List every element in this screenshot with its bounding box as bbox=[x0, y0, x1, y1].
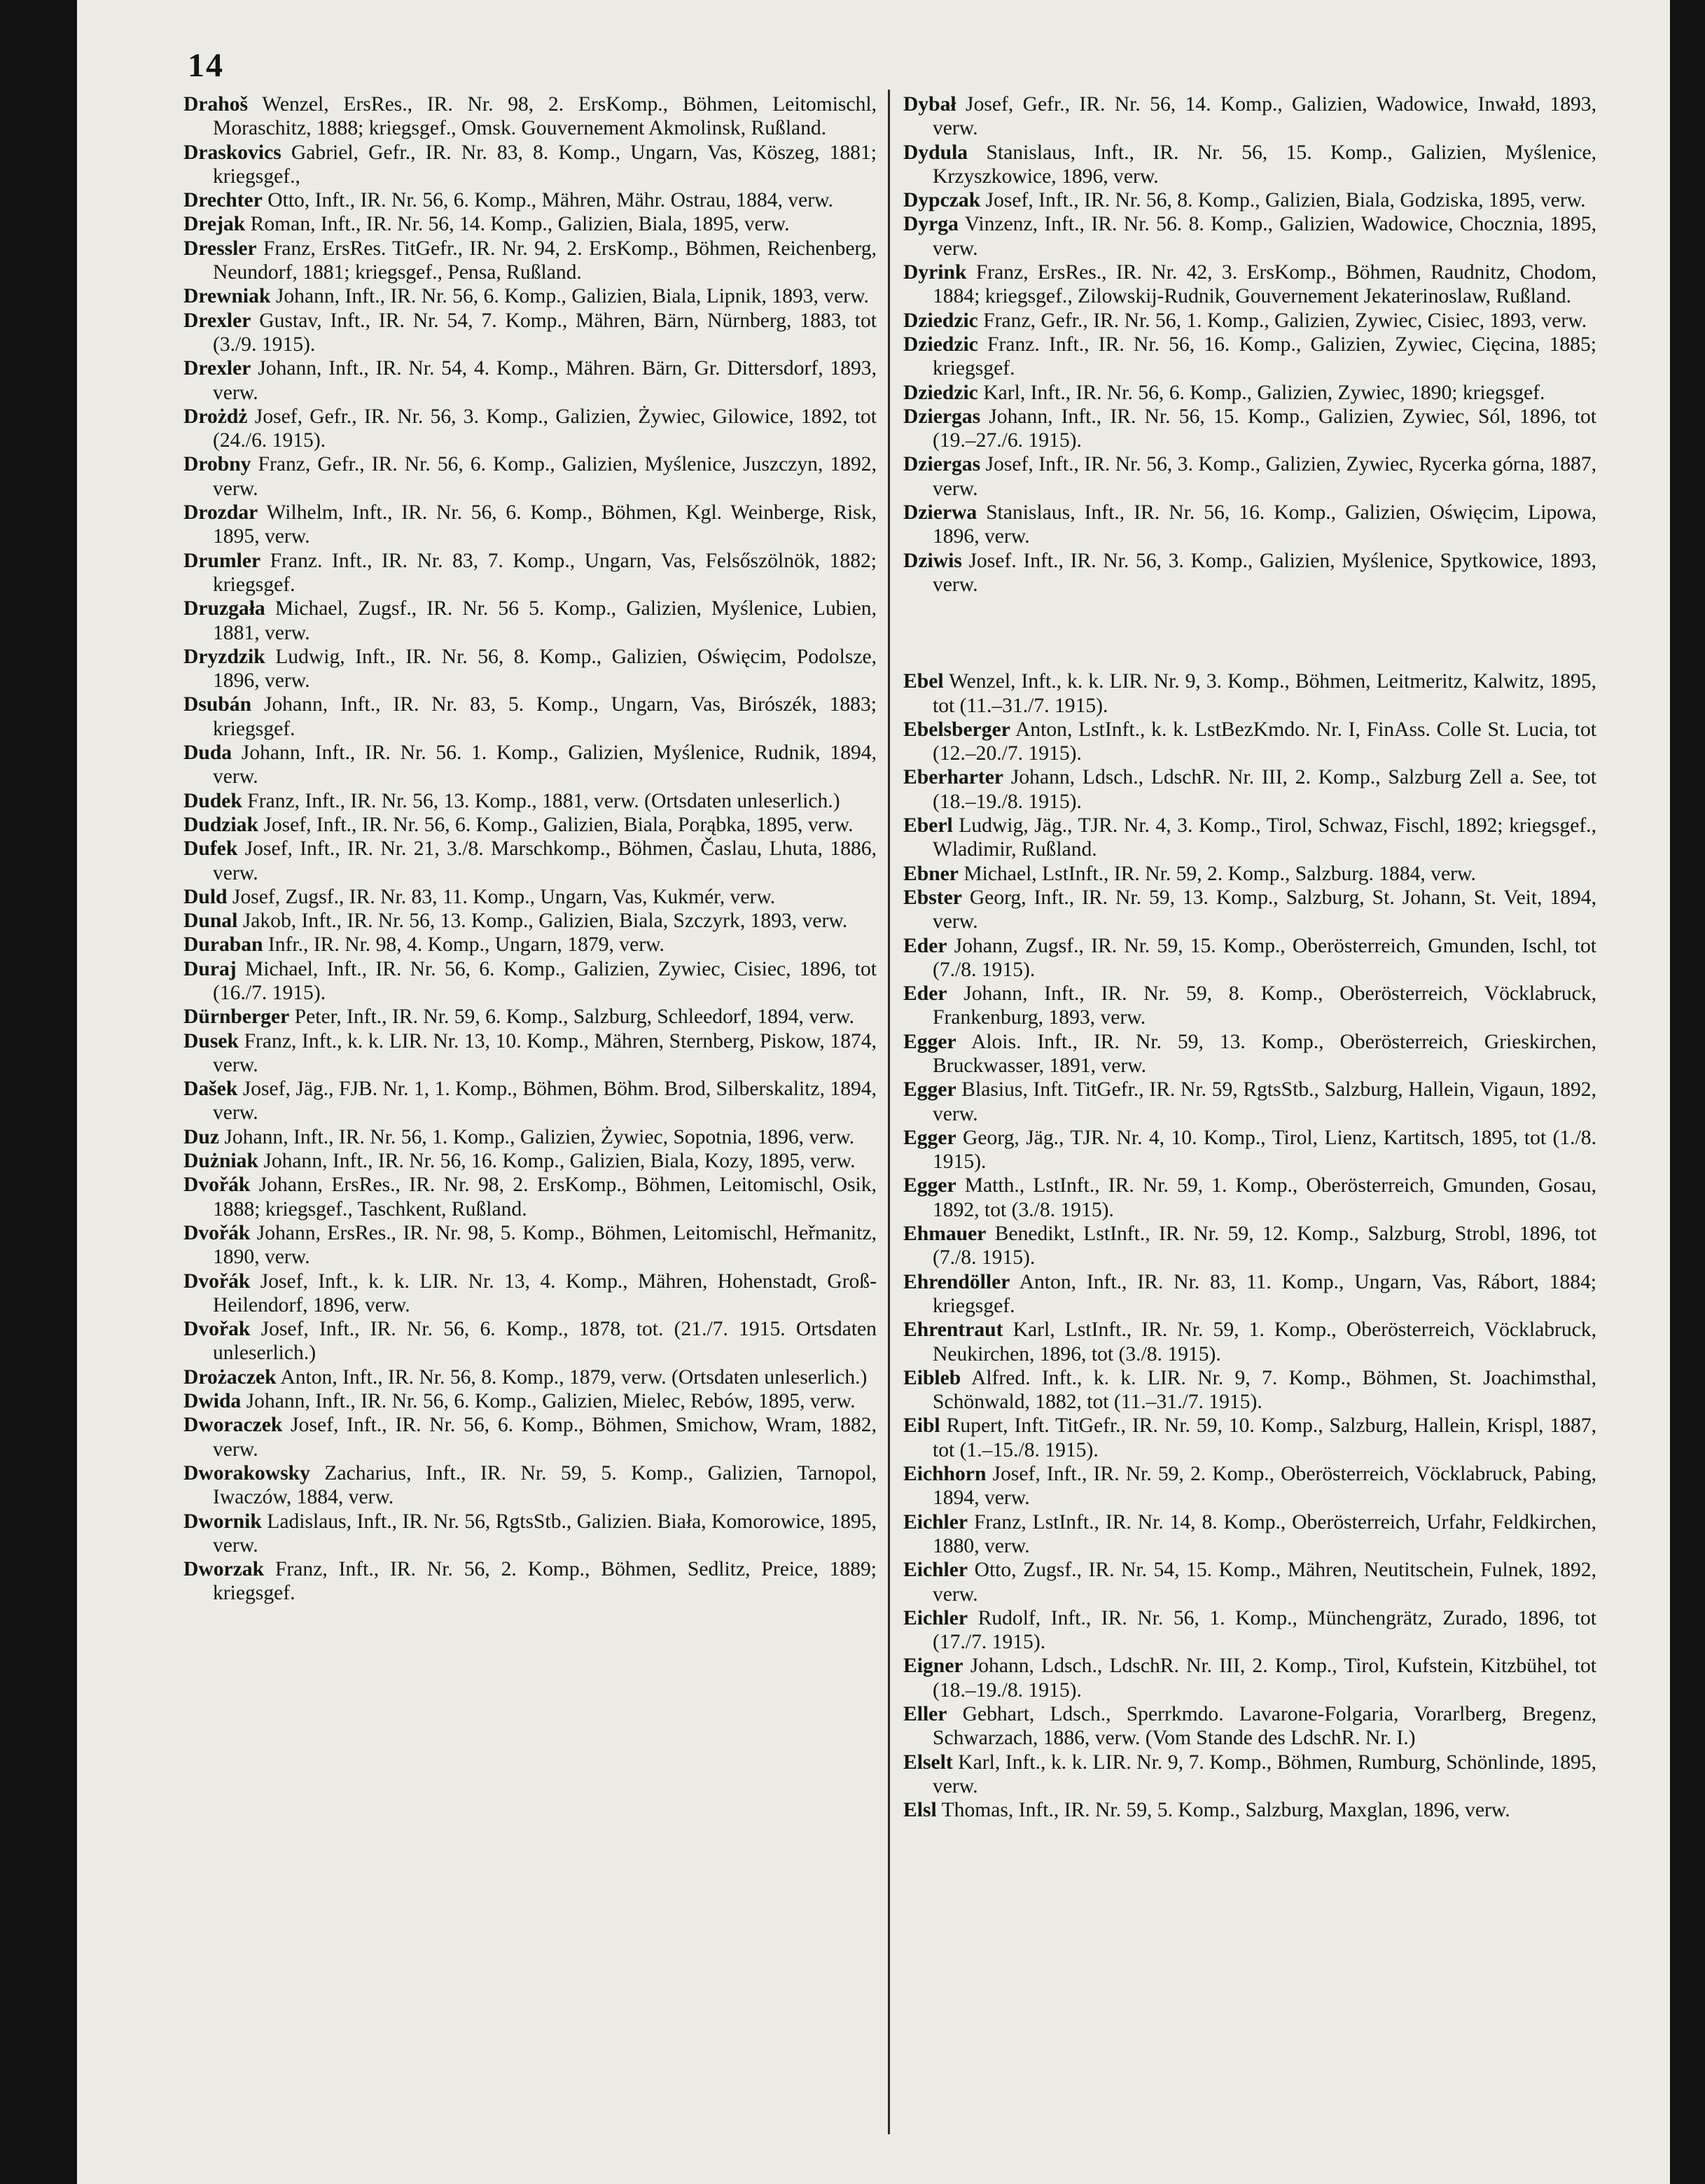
entry-surname: Dressler bbox=[183, 237, 257, 260]
entry-details: Roman, Inft., IR. Nr. 56, 14. Komp., Galizien, Biala, 1895, verw. bbox=[250, 213, 790, 236]
entry-details: Josef, Inft., IR. Nr. 59, 2. Komp., Oberösterreich, Vöcklabruck, Pabing, 1894, verw. bbox=[933, 1463, 1596, 1510]
entry-details: Johann, Inft., IR. Nr. 56, 6. Komp., Galizien, Mielec, Rebów, 1895, verw. bbox=[246, 1390, 856, 1413]
entry-surname: Dyrink bbox=[903, 261, 967, 284]
entry-details: Johann, Inft., IR. Nr. 56, 16. Komp., Galizien, Biala, Kozy, 1895, verw. bbox=[263, 1150, 856, 1173]
casualty-entry bbox=[183, 1270, 877, 1318]
entry-details: Josef, Inft., IR. Nr. 56, 8. Komp., Galizien, Biala, Godziska, 1895, verw. bbox=[985, 189, 1586, 212]
right-column bbox=[903, 92, 1596, 1822]
casualty-entry bbox=[183, 237, 877, 285]
entry-details: Anton, Inft., IR. Nr. 56, 8. Komp., 1879, verw. (Ortsdaten unleserlich.) bbox=[280, 1365, 868, 1389]
entry-surname: Ehrentraut bbox=[903, 1319, 1003, 1342]
entry-details: Michael, Zugsf., IR. Nr. 56 5. Komp., Galizien, Myślenice, Lubien, 1881, verw. bbox=[213, 597, 877, 644]
scan-edge-left bbox=[0, 0, 77, 2184]
casualty-entry bbox=[183, 501, 877, 549]
section-d-entries bbox=[903, 92, 1596, 597]
entry-surname: Drechter bbox=[183, 189, 263, 212]
entry-details: Jakob, Inft., IR. Nr. 56, 13. Komp., Galizien, Biala, Szczyrk, 1893, verw. bbox=[242, 910, 848, 933]
entry-surname: Draskovics bbox=[183, 141, 281, 164]
casualty-entry bbox=[183, 405, 877, 453]
casualty-entry bbox=[183, 1317, 877, 1365]
entry-details: Karl, Inft., k. k. LIR. Nr. 9, 7. Komp., Böhmen, Rumburg, Schönlinde, 1895, verw. bbox=[933, 1751, 1596, 1797]
entry-surname: Duraj bbox=[183, 957, 237, 980]
entry-details: Vinzenz, Inft., IR. Nr. 56. 8. Komp., Galizien, Wadowice, Chocznia, 1895, verw. bbox=[933, 213, 1596, 260]
entry-surname: Egger bbox=[903, 1174, 956, 1197]
entry-details: Gebhart, Ldsch., Sperrkmdo. Lavarone-Folgaria, Vorarlberg, Bregenz, Schwarzach, 1886, verw. (Vom Stande des LdschR. Nr. I.) bbox=[933, 1703, 1596, 1750]
entry-details: Otto, Zugsf., IR. Nr. 54, 15. Komp., Mähren, Neutitschein, Fulnek, 1892, verw. bbox=[933, 1559, 1596, 1606]
entry-details: Blasius, Inft. TitGefr., IR. Nr. 59, RgtsStb., Salzburg, Hallein, Vigaun, 1892, verw. bbox=[933, 1078, 1596, 1125]
entry-surname: Dunal bbox=[183, 910, 238, 933]
entry-details: Anton, Inft., IR. Nr. 83, 11. Komp., Ungarn, Vas, Rábort, 1884; kriegsgef. bbox=[933, 1270, 1597, 1317]
entry-details: Josef, Gefr., IR. Nr. 56, 14. Komp., Galizien, Wadowice, Inwałd, 1893, verw. bbox=[933, 93, 1596, 140]
entry-details: Franz, Gefr., IR. Nr. 56, 6. Komp., Galizien, Myślenice, Juszczyn, 1892, verw. bbox=[213, 453, 877, 500]
casualty-entry bbox=[183, 909, 877, 933]
entry-details: Benedikt, LstInft., IR. Nr. 59, 12. Komp., Salzburg, Strobl, 1896, tot (7./8. 1915). bbox=[933, 1223, 1596, 1270]
casualty-entry bbox=[183, 356, 877, 405]
entry-surname: Dašek bbox=[183, 1078, 238, 1101]
entry-surname: Dziedzic bbox=[903, 381, 978, 404]
casualty-entry bbox=[903, 452, 1596, 501]
page-number: 14 bbox=[188, 47, 224, 84]
entry-surname: Dvořák bbox=[183, 1174, 251, 1197]
casualty-entry bbox=[183, 1413, 877, 1461]
entry-surname: Eichler bbox=[903, 1559, 968, 1582]
entry-details: Gustav, Inft., IR. Nr. 54, 7. Komp., Mähren, Bärn, Nürnberg, 1883, tot (3./9. 1915). bbox=[213, 309, 877, 356]
entry-details: Josef. Inft., IR. Nr. 56, 3. Komp., Galizien, Myślenice, Spytkowice, 1893, verw. bbox=[933, 549, 1596, 596]
entry-details: Ludwig, Jäg., TJR. Nr. 4, 3. Komp., Tirol, Schwaz, Fischl, 1892; kriegsgef., Wladimir, Rußland. bbox=[933, 814, 1596, 861]
entry-surname: Dvořak bbox=[183, 1318, 251, 1341]
entry-surname: Dzierwa bbox=[903, 501, 977, 524]
entry-surname: Dusek bbox=[183, 1029, 239, 1052]
casualty-entry bbox=[903, 1414, 1596, 1462]
casualty-entry bbox=[903, 814, 1596, 862]
entry-details: Johann, Inft., IR. Nr. 56, 15. Komp., Galizien, Zywiec, Sól, 1896, tot (19.–27./6. 1915). bbox=[933, 405, 1596, 452]
entry-details: Wilhelm, Inft., IR. Nr. 56, 6. Komp., Böhmen, Kgl. Weinberge, Risk, 1895, verw. bbox=[213, 501, 877, 548]
entry-details: Johann, ErsRes., IR. Nr. 98, 5. Komp., Böhmen, Leitomischl, Heřmanitz, 1890, verw. bbox=[213, 1221, 877, 1269]
entry-details: Michael, Inft., IR. Nr. 56, 6. Komp., Galizien, Zywiec, Cisiec, 1896, tot (16./7. 1915). bbox=[213, 957, 877, 1004]
casualty-entry bbox=[903, 549, 1596, 597]
entry-surname: Duda bbox=[183, 742, 232, 765]
column-divider bbox=[888, 90, 890, 2134]
casualty-entry bbox=[183, 1389, 877, 1413]
casualty-entry bbox=[903, 212, 1596, 260]
entry-surname: Dudziak bbox=[183, 813, 258, 836]
entry-surname: Dziergas bbox=[903, 405, 981, 428]
entry-surname: Drewniak bbox=[183, 285, 271, 308]
casualty-entry bbox=[903, 1222, 1596, 1270]
entry-surname: Dürnberger bbox=[183, 1006, 290, 1029]
casualty-entry bbox=[903, 1462, 1596, 1510]
entry-details: Rupert, Inft. TitGefr., IR. Nr. 59, 10. Komp., Salzburg, Hallein, Krispl, 1887, tot (1.–15./8. 1915). bbox=[933, 1414, 1597, 1461]
casualty-entry bbox=[183, 1149, 877, 1173]
casualty-entry bbox=[183, 212, 877, 236]
casualty-entry bbox=[183, 188, 877, 212]
entry-surname: Dryzdzik bbox=[183, 645, 265, 668]
casualty-entry bbox=[183, 1221, 877, 1270]
entry-details: Thomas, Inft., IR. Nr. 59, 5. Komp., Salzburg, Maxglan, 1896, verw. bbox=[941, 1799, 1510, 1822]
scan-edge-right bbox=[1670, 0, 1705, 2184]
entry-details: Wenzel, Inft., k. k. LIR. Nr. 9, 3. Komp., Böhmen, Leitmeritz, Kalwitz, 1895, tot (11.–31./7. 1915). bbox=[933, 670, 1596, 717]
left-column bbox=[183, 92, 877, 1606]
entry-surname: Ebel bbox=[903, 670, 944, 693]
entry-details: Johann, Inft., IR. Nr. 59, 8. Komp., Oberösterreich, Vöcklabruck, Frankenburg, 1893, verw. bbox=[933, 982, 1596, 1029]
entry-details: Franz, Inft., IR. Nr. 56, 2. Komp., Böhmen, Sedlitz, Preice, 1889; kriegsgef. bbox=[213, 1558, 877, 1605]
entry-details: Georg, Inft., IR. Nr. 59, 13. Komp., Salzburg, St. Johann, St. Veit, 1894, verw. bbox=[933, 886, 1596, 933]
casualty-entry bbox=[183, 1173, 877, 1221]
entry-surname: Egger bbox=[903, 1078, 956, 1101]
entry-details: Peter, Inft., IR. Nr. 59, 6. Komp., Salzburg, Schleedorf, 1894, verw. bbox=[294, 1006, 854, 1029]
entry-surname: Drejak bbox=[183, 213, 246, 236]
entry-surname: Dwornik bbox=[183, 1510, 262, 1533]
entry-surname: Eberl bbox=[903, 814, 953, 837]
casualty-entry bbox=[903, 333, 1596, 381]
entry-surname: Ebelsberger bbox=[903, 718, 1010, 741]
casualty-entry bbox=[903, 669, 1596, 718]
casualty-entry bbox=[183, 1365, 877, 1389]
entry-surname: Ehmauer bbox=[903, 1223, 987, 1246]
entry-details: Zacharius, Inft., IR. Nr. 59, 5. Komp., Galizien, Tarnopol, Iwaczów, 1884, verw. bbox=[213, 1461, 877, 1509]
casualty-entry bbox=[903, 1126, 1596, 1174]
entry-surname: Dwida bbox=[183, 1390, 242, 1413]
casualty-entry bbox=[903, 1366, 1596, 1414]
casualty-entry bbox=[183, 813, 877, 837]
entry-details: Johann, Ldsch., LdschR. Nr. III, 2. Komp., Tirol, Kufstein, Kitzbühel, tot (18.–19./8. 1915). bbox=[933, 1655, 1596, 1702]
casualty-entry bbox=[183, 284, 877, 308]
casualty-entry bbox=[183, 1510, 877, 1558]
casualty-entry bbox=[183, 837, 877, 885]
entry-surname: Dużniak bbox=[183, 1150, 258, 1173]
casualty-entry bbox=[903, 934, 1596, 982]
casualty-entry bbox=[183, 92, 877, 141]
casualty-entry bbox=[183, 1125, 877, 1149]
entry-surname: Duraban bbox=[183, 933, 263, 957]
casualty-entry bbox=[183, 693, 877, 741]
entry-details: Josef, Inft., IR. Nr. 56, 6. Komp., Galizien, Biala, Porąbka, 1895, verw. bbox=[263, 813, 854, 836]
casualty-entry bbox=[183, 1029, 877, 1078]
entry-surname: Eichler bbox=[903, 1510, 968, 1533]
casualty-entry bbox=[183, 597, 877, 645]
entry-details: Johann, ErsRes., IR. Nr. 98, 2. ErsKomp., Böhmen, Leitomischl, Osik, 1888; kriegsgef., Taschkent, Rußland. bbox=[213, 1174, 877, 1220]
casualty-entry bbox=[903, 405, 1596, 453]
entry-surname: Eichler bbox=[903, 1606, 968, 1629]
casualty-entry bbox=[183, 1077, 877, 1125]
casualty-entry bbox=[903, 501, 1596, 549]
entry-surname: Ebner bbox=[903, 862, 959, 885]
casualty-entry bbox=[903, 260, 1596, 309]
entry-surname: Druzgała bbox=[183, 597, 265, 620]
casualty-entry bbox=[903, 982, 1596, 1030]
casualty-entry bbox=[183, 645, 877, 693]
section-e-entries bbox=[903, 669, 1596, 1822]
entry-surname: Elsl bbox=[903, 1799, 937, 1822]
entry-surname: Duld bbox=[183, 885, 228, 908]
entry-surname: Dworakowsky bbox=[183, 1461, 310, 1484]
entry-surname: Dydula bbox=[903, 141, 968, 164]
casualty-entry bbox=[183, 309, 877, 357]
entry-details: Franz. Inft., IR. Nr. 83, 7. Komp., Ungarn, Vas, Felsőszölnök, 1882; kriegsgef. bbox=[213, 549, 877, 596]
casualty-entry bbox=[903, 1030, 1596, 1078]
casualty-entry bbox=[183, 1461, 877, 1510]
casualty-entry bbox=[183, 957, 877, 1006]
entry-details: Franz, Inft., k. k. LIR. Nr. 13, 10. Komp., Mähren, Sternberg, Piskow, 1874, verw. bbox=[213, 1029, 877, 1076]
entry-details: Johann, Inft., IR. Nr. 83, 5. Komp., Ungarn, Vas, Birószék, 1883; kriegsgef. bbox=[213, 693, 877, 740]
entry-details: Stanislaus, Inft., IR. Nr. 56, 16. Komp., Galizien, Oświęcim, Lipowa, 1896, verw. bbox=[933, 501, 1596, 548]
casualty-entry bbox=[903, 1174, 1596, 1222]
entry-surname: Eberharter bbox=[903, 766, 1003, 789]
entry-surname: Ebster bbox=[903, 886, 962, 909]
casualty-entry bbox=[903, 1702, 1596, 1751]
entry-details: Johann, Zugsf., IR. Nr. 59, 15. Komp., Oberösterreich, Gmunden, Ischl, tot (7./8. 1915). bbox=[933, 934, 1596, 981]
entry-surname: Drożaczek bbox=[183, 1365, 277, 1389]
entry-details: Stanislaus, Inft., IR. Nr. 56, 15. Komp., Galizien, Myślenice, Krzyszkowice, 1896, verw. bbox=[933, 141, 1596, 188]
casualty-entry bbox=[903, 1270, 1596, 1319]
casualty-entry bbox=[903, 188, 1596, 212]
entry-details: Matth., LstInft., IR. Nr. 59, 1. Komp., Oberösterreich, Gmunden, Gosau, 1892, tot (3./8. 1915). bbox=[933, 1174, 1596, 1221]
entry-details: Josef, Inft., IR. Nr. 21, 3./8. Marschkomp., Böhmen, Časlau, Lhuta, 1886, verw. bbox=[213, 837, 877, 884]
entry-surname: Eibleb bbox=[903, 1366, 961, 1389]
entry-details: Karl, Inft., IR. Nr. 56, 6. Komp., Galizien, Zywiec, 1890; kriegsgef. bbox=[983, 381, 1545, 404]
entry-surname: Ehrendöller bbox=[903, 1270, 1010, 1293]
entry-details: Georg, Jäg., TJR. Nr. 4, 10. Komp., Tirol, Lienz, Kartitsch, 1895, tot (1./8. 1915). bbox=[933, 1126, 1596, 1174]
entry-surname: Drożdż bbox=[183, 405, 248, 428]
entry-surname: Dufek bbox=[183, 837, 238, 861]
entry-details: Infr., IR. Nr. 98, 4. Komp., Ungarn, 1879, verw. bbox=[267, 933, 664, 957]
casualty-entry bbox=[903, 1558, 1596, 1606]
entry-details: Otto, Inft., IR. Nr. 56, 6. Komp., Mähren, Mähr. Ostrau, 1884, verw. bbox=[267, 189, 833, 212]
entry-details: Franz, LstInft., IR. Nr. 14, 8. Komp., Oberösterreich, Urfahr, Feldkirchen, 1880, verw. bbox=[933, 1510, 1597, 1557]
entry-surname: Dworzak bbox=[183, 1558, 265, 1581]
casualty-entry bbox=[183, 549, 877, 597]
entry-surname: Eller bbox=[903, 1703, 947, 1725]
entry-details: Johann, Inft., IR. Nr. 56, 1. Komp., Galizien, Żywiec, Sopotnia, 1896, verw. bbox=[224, 1125, 855, 1148]
casualty-entry bbox=[903, 765, 1596, 814]
entry-surname: Dvořák bbox=[183, 1221, 251, 1244]
casualty-entry bbox=[183, 1005, 877, 1029]
entry-surname: Elselt bbox=[903, 1751, 953, 1774]
entry-surname: Drozdar bbox=[183, 501, 258, 524]
entry-details: Josef, Gefr., IR. Nr. 56, 3. Komp., Galizien, Żywiec, Gilowice, 1892, tot (24./6. 1915). bbox=[213, 405, 877, 452]
entry-details: Michael, LstInft., IR. Nr. 59, 2. Komp., Salzburg. 1884, verw. bbox=[963, 862, 1476, 885]
entry-surname: Dvořák bbox=[183, 1270, 251, 1293]
entry-details: Johann, Inft., IR. Nr. 56. 1. Komp., Galizien, Myślenice, Rudnik, 1894, verw. bbox=[213, 742, 877, 788]
entry-details: Johann, Inft., IR. Nr. 56, 6. Komp., Galizien, Biala, Lipnik, 1893, verw. bbox=[275, 285, 869, 308]
casualty-entry bbox=[183, 885, 877, 909]
entry-surname: Dziwis bbox=[903, 549, 962, 572]
entry-details: Franz, Inft., IR. Nr. 56, 13. Komp., 1881, verw. (Ortsdaten unleserlich.) bbox=[247, 789, 840, 812]
section-gap bbox=[903, 597, 1596, 669]
entry-surname: Dyrga bbox=[903, 213, 959, 236]
casualty-entry bbox=[183, 141, 877, 189]
entry-surname: Eigner bbox=[903, 1655, 963, 1678]
entry-surname: Egger bbox=[903, 1030, 956, 1053]
entry-details: Karl, LstInft., IR. Nr. 59, 1. Komp., Oberösterreich, Vöcklabruck, Neukirchen, 1896, tot (3./8. 1915). bbox=[933, 1319, 1596, 1365]
entry-details: Rudolf, Inft., IR. Nr. 56, 1. Komp., Münchengrätz, Zurado, 1896, tot (17./7. 1915). bbox=[933, 1606, 1596, 1654]
entry-details: Anton, LstInft., k. k. LstBezKmdo. Nr. I, FinAss. Colle St. Lucia, tot (12.–20./7. 1915). bbox=[933, 718, 1596, 765]
entry-details: Josef, Inft., IR. Nr. 56, 6. Komp., Böhmen, Smichow, Wram, 1882, verw. bbox=[213, 1414, 877, 1461]
entry-details: Ludwig, Inft., IR. Nr. 56, 8. Komp., Galizien, Oświęcim, Podolsze, 1896, verw. bbox=[213, 645, 877, 693]
casualty-entry bbox=[903, 1606, 1596, 1655]
casualty-entry bbox=[903, 1798, 1596, 1822]
entry-surname: Dziedzic bbox=[903, 309, 978, 332]
casualty-entry bbox=[903, 862, 1596, 886]
entry-surname: Egger bbox=[903, 1126, 956, 1149]
casualty-entry bbox=[903, 1078, 1596, 1126]
entry-details: Alfred. Inft., k. k. LIR. Nr. 9, 7. Komp., Böhmen, St. Joachimsthal, Schönwald, 1882, tot (11.–31./7. 1915). bbox=[933, 1366, 1597, 1414]
casualty-entry bbox=[903, 381, 1596, 405]
entry-details: Josef, Inft., IR. Nr. 56, 6. Komp., 1878, tot. (21./7. 1915. Ortsdaten unleserlich.) bbox=[213, 1318, 877, 1365]
entry-details: Franz. Inft., IR. Nr. 56, 16. Komp., Galizien, Zywiec, Cięcina, 1885; kriegsgef. bbox=[933, 333, 1596, 380]
entry-surname: Dziergas bbox=[903, 453, 981, 476]
casualty-entry bbox=[903, 1751, 1596, 1799]
casualty-entry bbox=[903, 718, 1596, 766]
entry-details: Franz, ErsRes. TitGefr., IR. Nr. 94, 2. ErsKomp., Böhmen, Reichenberg, Neundorf, 1881; kriegsgef., Pensa, Rußland. bbox=[213, 237, 877, 284]
entry-details: Ladislaus, Inft., IR. Nr. 56, RgtsStb., Galizien. Biała, Komorowice, 1895, verw. bbox=[213, 1510, 877, 1557]
entry-surname: Dziedzic bbox=[903, 333, 978, 356]
entry-details: Alois. Inft., IR. Nr. 59, 13. Komp., Oberösterreich, Grieskirchen, Bruckwasser, 1891, verw. bbox=[933, 1030, 1596, 1077]
entry-surname: Duz bbox=[183, 1125, 219, 1148]
casualty-entry bbox=[903, 1318, 1596, 1366]
entry-surname: Eichhorn bbox=[903, 1463, 987, 1486]
entry-surname: Dsubán bbox=[183, 693, 252, 716]
casualty-entry bbox=[183, 452, 877, 501]
entry-details: Josef, Jäg., FJB. Nr. 1, 1. Komp., Böhmen, Böhm. Brod, Silberskalitz, 1894, verw. bbox=[213, 1078, 877, 1125]
entry-surname: Eder bbox=[903, 934, 947, 957]
entry-surname: Drexler bbox=[183, 309, 251, 332]
casualty-entry bbox=[903, 886, 1596, 934]
entry-details: Johann, Ldsch., LdschR. Nr. III, 2. Komp., Salzburg Zell a. See, tot (18.–19./8. 1915). bbox=[933, 766, 1596, 813]
entry-details: Gabriel, Gefr., IR. Nr. 83, 8. Komp., Ungarn, Vas, Köszeg, 1881; kriegsgef., bbox=[213, 141, 877, 188]
casualty-entry bbox=[903, 1510, 1596, 1559]
entry-details: Johann, Inft., IR. Nr. 54, 4. Komp., Mähren. Bärn, Gr. Dittersdorf, 1893, verw. bbox=[213, 357, 877, 404]
entry-surname: Eder bbox=[903, 982, 947, 1006]
entry-surname: Drobny bbox=[183, 453, 251, 476]
entry-details: Franz, Gefr., IR. Nr. 56, 1. Komp., Galizien, Zywiec, Cisiec, 1893, verw. bbox=[983, 309, 1587, 332]
entry-details: Josef, Inft., k. k. LIR. Nr. 13, 4. Komp., Mähren, Hohenstadt, Groß-Heilendorf, 1896, verw. bbox=[213, 1270, 877, 1316]
casualty-entry bbox=[903, 309, 1596, 333]
entry-surname: Dybał bbox=[903, 93, 956, 116]
casualty-entry bbox=[183, 789, 877, 813]
entry-surname: Drahoš bbox=[183, 93, 249, 116]
casualty-entry bbox=[183, 1557, 877, 1606]
entry-surname: Eibl bbox=[903, 1414, 940, 1438]
casualty-entry bbox=[903, 141, 1596, 189]
entry-surname: Dypczak bbox=[903, 189, 981, 212]
casualty-entry bbox=[903, 92, 1596, 141]
entry-details: Josef, Inft., IR. Nr. 56, 3. Komp., Galizien, Zywiec, Rycerka górna, 1887, verw. bbox=[933, 453, 1596, 500]
casualty-entry bbox=[903, 1654, 1596, 1702]
casualty-entry bbox=[183, 933, 877, 957]
entry-surname: Drumler bbox=[183, 549, 261, 572]
entry-surname: Drexler bbox=[183, 357, 251, 380]
entry-surname: Dudek bbox=[183, 789, 242, 812]
entry-surname: Dworaczek bbox=[183, 1414, 283, 1437]
entry-details: Josef, Zugsf., IR. Nr. 83, 11. Komp., Ungarn, Vas, Kukmér, verw. bbox=[232, 885, 776, 908]
entry-details: Franz, ErsRes., IR. Nr. 42, 3. ErsKomp., Böhmen, Raudnitz, Chodom, 1884; kriegsgef., Zilowskij-Rudnik, Gouvernement Jekaterinoslaw, Rußland. bbox=[933, 261, 1597, 308]
entry-details: Wenzel, ErsRes., IR. Nr. 98, 2. ErsKomp., Böhmen, Leitomischl, Moraschitz, 1888; kriegsgef., Omsk. Gouvernement Akmolinsk, Rußland. bbox=[213, 93, 877, 140]
casualty-entry bbox=[183, 741, 877, 789]
